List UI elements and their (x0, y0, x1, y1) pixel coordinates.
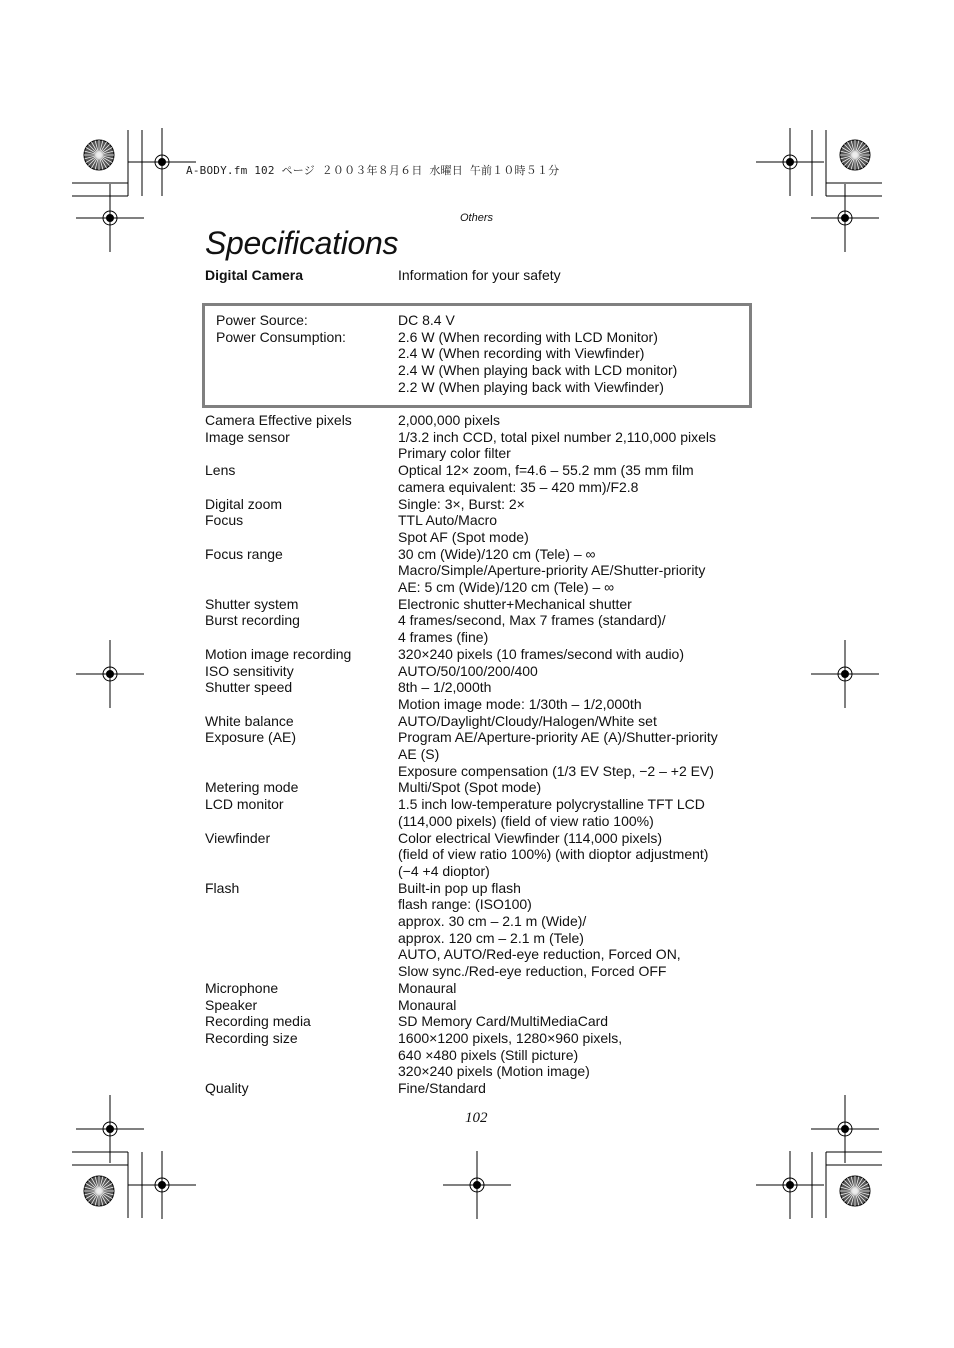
spec-values (398, 612, 666, 645)
spec-values (398, 412, 500, 429)
spec-label: Motion image recording (205, 645, 352, 662)
spec-values (398, 329, 677, 396)
spec-values (398, 729, 718, 779)
spec-label: Focus (205, 512, 244, 529)
spec-values (398, 796, 705, 829)
spec-values (398, 546, 705, 596)
spec-label: Power Source: (216, 312, 308, 328)
spec-value-line: 1.5 inch low-temperature polycrystalline TFT LCD (398, 796, 705, 813)
page-number: 102 (465, 1110, 488, 1126)
spec-value-line: Electronic shutter+Mechanical shutter (398, 595, 632, 612)
spec-values (398, 462, 694, 495)
spec-label: Metering mode (205, 779, 299, 796)
spec-value-line: Exposure compensation (1/3 EV Step, −2 – +2 EV) (398, 762, 714, 779)
spec-value-line: TTL Auto/Macro (398, 512, 498, 529)
spec-value-line: Macro/Simple/Aperture-priority AE/Shutter-priority (398, 562, 706, 579)
spec-value-line: 320×240 pixels (10 frames/second with audio) (398, 645, 685, 662)
spec-value-line: 8th – 1/2,000th (398, 679, 492, 696)
subheading-right: Information for your safety (398, 267, 561, 283)
spec-value-line: Motion image mode: 1/30th – 1/2,000th (398, 695, 642, 712)
printer-header: A-BODY.fm 102 ページ ２００３年８月６日 水曜日 午前１０時５１分 (186, 164, 560, 177)
spec-values (398, 1030, 622, 1080)
spec-label: Flash (205, 879, 240, 896)
spec-value-line: Spot AF (Spot mode) (398, 528, 529, 545)
spec-value-line: (−4 +4 dioptor) (398, 862, 490, 879)
spec-label: Speaker (205, 996, 258, 1013)
spec-values (398, 980, 456, 997)
spec-values (398, 830, 708, 880)
spec-value-line: 2.4 W (When recording with Viewfinder) (398, 345, 645, 362)
spec-value-line: 1600×1200 pixels, 1280×960 pixels, (398, 1029, 623, 1046)
spec-label: Lens (205, 462, 236, 479)
spec-value-line: 2.2 W (When playing back with Viewfinder) (398, 378, 664, 395)
spec-value-line: AUTO, AUTO/Red-eye reduction, Forced ON, (398, 946, 681, 963)
spec-value-line: Single: 3×, Burst: 2× (398, 495, 525, 512)
spec-value-line: (114,000 pixels) (field of view ratio 100%) (398, 812, 654, 829)
spec-values (398, 512, 529, 545)
spec-value-line: (field of view ratio 100%) (with dioptor adjustment) (398, 846, 709, 863)
spec-value-line: Program AE/Aperture-priority AE (A)/Shutter-priority (398, 729, 718, 746)
spec-label: Viewfinder (205, 829, 271, 846)
spec-value-line: AUTO/50/100/200/400 (398, 662, 538, 679)
spec-label: Camera Effective pixels (205, 412, 352, 428)
spec-label: LCD monitor (205, 796, 284, 813)
spec-value-line: 320×240 pixels (Motion image) (398, 1063, 590, 1080)
spec-value-line: Built-in pop up flash (398, 879, 521, 896)
spec-value-line: Monaural (398, 996, 457, 1013)
spec-label: Quality (205, 1080, 249, 1096)
spec-label: Power Consumption: (216, 328, 346, 345)
spec-label: Digital zoom (205, 495, 283, 512)
spec-values (398, 1080, 486, 1097)
spec-values (398, 312, 455, 329)
spec-values (398, 779, 541, 796)
spec-label: Focus range (205, 545, 283, 562)
spec-value-line: AE: 5 cm (Wide)/120 cm (Tele) – ∞ (398, 579, 615, 595)
spec-label: Image sensor (205, 428, 290, 445)
spec-label: Burst recording (205, 612, 300, 629)
spec-value-line: 4 frames/second, Max 7 frames (standard)/ (398, 612, 666, 629)
spec-label: Shutter system (205, 595, 299, 612)
spec-value-line: 2.4 W (When playing back with LCD monitor) (398, 362, 678, 379)
spec-value-line: 30 cm (Wide)/120 cm (Tele) – ∞ (398, 545, 596, 562)
spec-label: Recording media (205, 1013, 311, 1030)
spec-value-line: approx. 120 cm – 2.1 m (Tele) (398, 929, 584, 946)
spec-value-line: camera equivalent: 35 – 420 mm)/F2.8 (398, 478, 639, 495)
spec-values (398, 646, 684, 663)
spec-value-line: 4 frames (fine) (398, 629, 489, 646)
spec-value-line: Color electrical Viewfinder (114,000 pixels) (398, 829, 663, 846)
spec-label: Exposure (AE) (205, 729, 297, 746)
spec-label: Microphone (205, 979, 279, 996)
spec-value-line: Slow sync./Red-eye reduction, Forced OFF (398, 963, 667, 980)
spec-values (398, 997, 456, 1014)
spec-value-line: Optical 12× zoom, f=4.6 – 55.2 mm (35 mm film (398, 462, 694, 479)
spec-value-line: AUTO/Daylight/Cloudy/Halogen/White set (398, 712, 657, 729)
spec-value-line: Fine/Standard (398, 1080, 486, 1096)
spec-values (398, 429, 716, 462)
spec-values (398, 713, 657, 730)
spec-label: White balance (205, 712, 294, 729)
spec-value-line: 640 ×480 pixels (Still picture) (398, 1046, 579, 1063)
spec-label: ISO sensitivity (205, 662, 294, 679)
page-title: Specifications (205, 225, 399, 261)
spec-value-line: approx. 30 cm – 2.1 m (Wide)/ (398, 913, 587, 929)
spec-label: Recording size (205, 1029, 298, 1046)
spec-value-line: Monaural (398, 979, 457, 996)
spec-value-line: AE (S) (398, 746, 440, 762)
spec-values (398, 663, 538, 680)
spec-values (398, 596, 632, 613)
spec-value-line: 2,000,000 pixels (398, 412, 500, 428)
spec-label: Shutter speed (205, 679, 293, 696)
spec-value-line: 1/3.2 inch CCD, total pixel number 2,110,000 pixels (398, 428, 717, 445)
spec-value-line: SD Memory Card/MultiMediaCard (398, 1013, 609, 1030)
spec-value-line: DC 8.4 V (398, 312, 455, 328)
spec-value-line: Primary color filter (398, 445, 511, 462)
spec-values (398, 496, 525, 513)
spec-values (398, 679, 642, 712)
subheading-left: Digital Camera (205, 267, 304, 283)
spec-values (398, 1013, 608, 1030)
spec-value-line: Multi/Spot (Spot mode) (398, 779, 542, 796)
section-label: Others (460, 212, 494, 224)
spec-value-line: 2.6 W (When recording with LCD Monitor) (398, 328, 658, 345)
spec-value-line: flash range: (ISO100) (398, 896, 532, 913)
spec-values (398, 880, 681, 980)
